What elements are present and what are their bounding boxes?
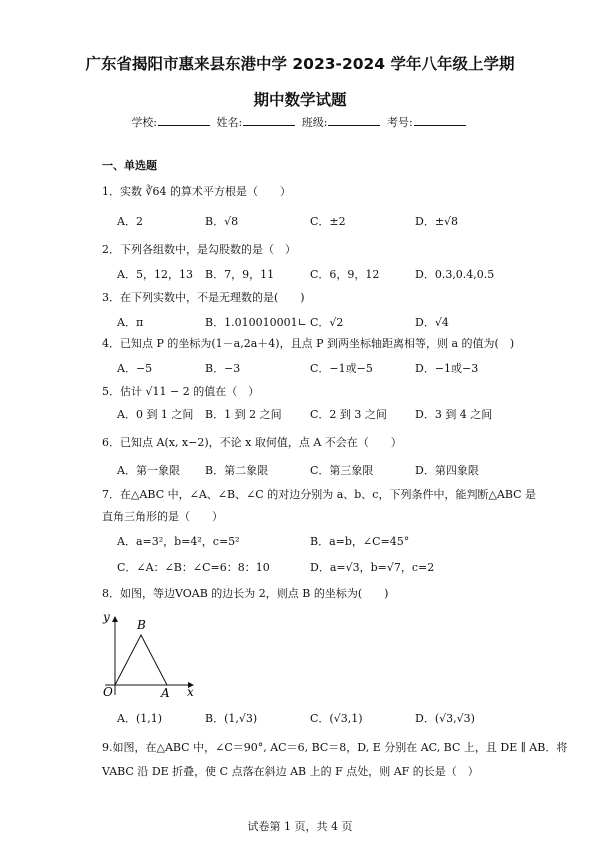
option-b: B．1 到 2 之间 [205, 408, 282, 421]
name-blank [243, 115, 295, 126]
student-info-line [0, 114, 600, 130]
option-b: B．a=b，∠C=45° [310, 535, 410, 548]
option-d: D．−1或−3 [415, 362, 479, 375]
option-b: B．第二象限 [205, 464, 269, 477]
option-b: B．(1,√3) [205, 712, 258, 725]
option-c: C．第三象限 [310, 464, 374, 477]
option-c: C．√2 [310, 316, 344, 329]
option-c: C．6，9，12 [310, 268, 380, 281]
school-label: 学校: [131, 116, 158, 129]
equilateral-triangle-figure [95, 605, 205, 704]
option-c: C．−1或−5 [310, 362, 373, 375]
option-d: D．3 到 4 之间 [415, 408, 493, 421]
option-a: A．(1,1) [117, 712, 163, 725]
name-label: 姓名: [216, 116, 243, 129]
class-blank [328, 115, 380, 126]
question-4-stem: 4．已知点 P 的坐标为(1－a,2a＋4)，且点 P 到两坐标轴距离相等，则 a 的值为( ) [102, 337, 515, 350]
option-a: A．2 [117, 215, 143, 228]
option-d: D．a=√3，b=√7，c=2 [310, 561, 435, 574]
triangle-oab [115, 635, 167, 685]
question-5-stem: 5．估计 √11 − 2 的值在（ ） [102, 385, 260, 398]
page-title-line-1: 广东省揭阳市惠来县东港中学 2023-2024 学年八年级上学期 [85, 55, 515, 73]
question-8-stem: 8．如图，等边VOAB 的边长为 2，则点 B 的坐标为( ) [102, 587, 389, 600]
school-blank [158, 115, 210, 126]
page-title-line-2: 期中数学试题 [253, 91, 347, 109]
option-a: A．5，12，13 [117, 268, 193, 281]
option-d: D．±√8 [415, 215, 459, 228]
option-a: A．0 到 1 之间 [117, 408, 194, 421]
question-2-stem: 2．下列各组数中，是勾股数的是（ ） [102, 243, 296, 256]
point-b-label: B [137, 618, 146, 632]
option-d: D．0.3,0.4,0.5 [415, 268, 495, 281]
option-b: B．1.010010001∟ [205, 316, 307, 329]
question-3-stem: 3．在下列实数中，不是无理数的是( ) [102, 291, 305, 304]
question-9-stem-continued: VABC 沿 DE 折叠，使 C 点落在斜边 AB 上的 F 点处，则 AF 的长是（ ） [102, 765, 479, 778]
option-c: C．2 到 3 之间 [310, 408, 387, 421]
section-heading: 一、单选题 [102, 159, 157, 172]
exam-number-label: 考号: [386, 116, 413, 129]
option-b: B．7，9，11 [205, 268, 275, 281]
option-c: C．(√3,1) [310, 712, 363, 725]
option-a: A．−5 [117, 362, 153, 375]
page-footer: 试卷第 1 页，共 4 页 [247, 820, 353, 833]
class-label: 班级: [301, 116, 328, 129]
option-a: A．π [117, 316, 144, 329]
question-7-stem-continued: 直角三角形的是（ ） [102, 510, 223, 523]
option-b: B．−3 [205, 362, 241, 375]
option-a: A．a=3²，b=4²，c=5² [117, 535, 240, 548]
exam-number-blank [414, 115, 466, 126]
point-a-label: A [161, 686, 170, 700]
option-d: D．第四象限 [415, 464, 479, 477]
option-c: C．∠A：∠B：∠C=6：8：10 [117, 561, 270, 574]
option-b: B．√8 [205, 215, 239, 228]
option-d: D．√4 [415, 316, 449, 329]
question-9-stem: 9.如图，在△ABC 中，∠C＝90°, AC＝6, BC＝8，D, E 分别在 AC, BC 上，且 DE ∥ AB．将 [102, 741, 568, 754]
option-d: D．(√3,√3) [415, 712, 475, 725]
question-7-stem: 7．在△ABC 中，∠A、∠B、∠C 的对边分别为 a、b、c，下列条件中，能判断△ABC 是 [102, 488, 537, 501]
origin-label: O [103, 685, 113, 699]
option-a: A．第一象限 [117, 464, 180, 477]
question-1-stem: 1．实数 ∛64 的算术平方根是（ ） [102, 185, 291, 198]
question-6-stem: 6．已知点 A(x, x−2)，不论 x 取何值，点 A 不会在（ ） [102, 436, 402, 449]
x-axis-label: x [187, 685, 194, 699]
option-c: C．±2 [310, 215, 346, 228]
y-axis-label: y [103, 610, 110, 624]
